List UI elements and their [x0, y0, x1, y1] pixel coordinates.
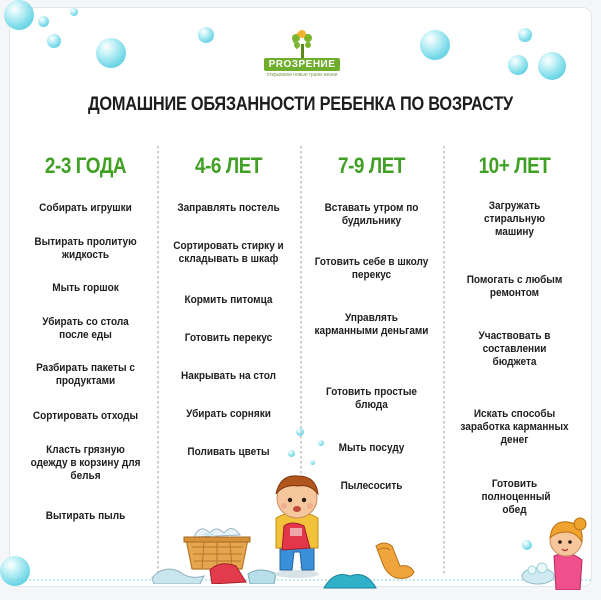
task-item: Накрывать на стол: [181, 370, 276, 382]
task-item: Готовить простые блюда: [326, 386, 417, 411]
column-heading: 4-6 ЛЕТ: [194, 153, 263, 178]
task-item: Управлять карманными деньгами: [314, 312, 429, 337]
task-item: Мыть горшок: [52, 282, 119, 294]
task-item: Кормить питомца: [184, 294, 273, 306]
task-item: Искать способы заработка карманных денег: [460, 408, 569, 446]
column-heading: 10+ ЛЕТ: [478, 153, 551, 178]
task-item: Собирать игрушки: [39, 202, 132, 214]
tree-logo-icon: [289, 30, 315, 56]
logo: [260, 30, 344, 78]
task-item: Класть грязную одежду в корзину для белья: [30, 444, 141, 482]
bubble-decoration: [47, 34, 61, 48]
task-item: Вставать утром по будильнику: [324, 202, 419, 227]
page-title: ДОМАШНИЕ ОБЯЗАННОСТИ РЕБЕНКА ПО ВОЗРАСТУ: [88, 94, 513, 115]
bubble-decoration: [198, 27, 214, 43]
task-item: Готовить себе в школу перекус: [314, 256, 429, 281]
bubble-decoration: [4, 0, 34, 30]
task-item: Убирать сорняки: [186, 408, 271, 420]
task-item: Участвовать в составлении бюджета: [478, 330, 551, 368]
task-item: Пылесосить: [340, 480, 403, 492]
task-item: Мыть посуду: [338, 442, 405, 454]
task-item: Убирать со стола после еды: [42, 316, 129, 341]
column-2-3: [14, 146, 157, 586]
task-item: Заправлять постель: [177, 202, 280, 214]
task-item: Поливать цветы: [187, 446, 270, 458]
task-item: Загружать стиральную машину: [483, 200, 546, 238]
logo-name: PROЗРЕНИЕ: [264, 58, 341, 71]
child-with-laundry-illustration: [262, 470, 332, 580]
column-heading: 2-3 ГОДА: [44, 153, 127, 178]
task-item: Сортировать стирку и складывать в шкаф: [173, 240, 284, 265]
girl-illustration: [520, 510, 590, 590]
task-item: Вытирать пыль: [45, 510, 126, 522]
task-item: Вытирать пролитую жидкость: [34, 236, 137, 261]
clothes-pile-illustration: [150, 556, 280, 584]
bubble-decoration: [70, 8, 78, 16]
task-item: Помогать с любым ремонтом: [466, 274, 563, 299]
bubble-decoration: [96, 38, 126, 68]
task-item: Готовить полноценный обед: [481, 478, 551, 516]
task-item: Разбирать пакеты с продуктами: [36, 362, 135, 387]
column-divider: [157, 146, 159, 576]
task-item: Сортировать отходы: [32, 410, 139, 422]
logo-tagline: открываем новые грани жизни: [266, 72, 338, 78]
bubble-decoration: [38, 16, 49, 27]
bubble-decoration: [420, 30, 450, 60]
bubble-decoration: [508, 55, 528, 75]
column-heading: 7-9 ЛЕТ: [337, 153, 406, 178]
bubble-decoration: [538, 52, 566, 80]
column-divider: [443, 146, 445, 576]
task-item: Готовить перекус: [184, 332, 273, 344]
bubble-decoration: [518, 28, 532, 42]
